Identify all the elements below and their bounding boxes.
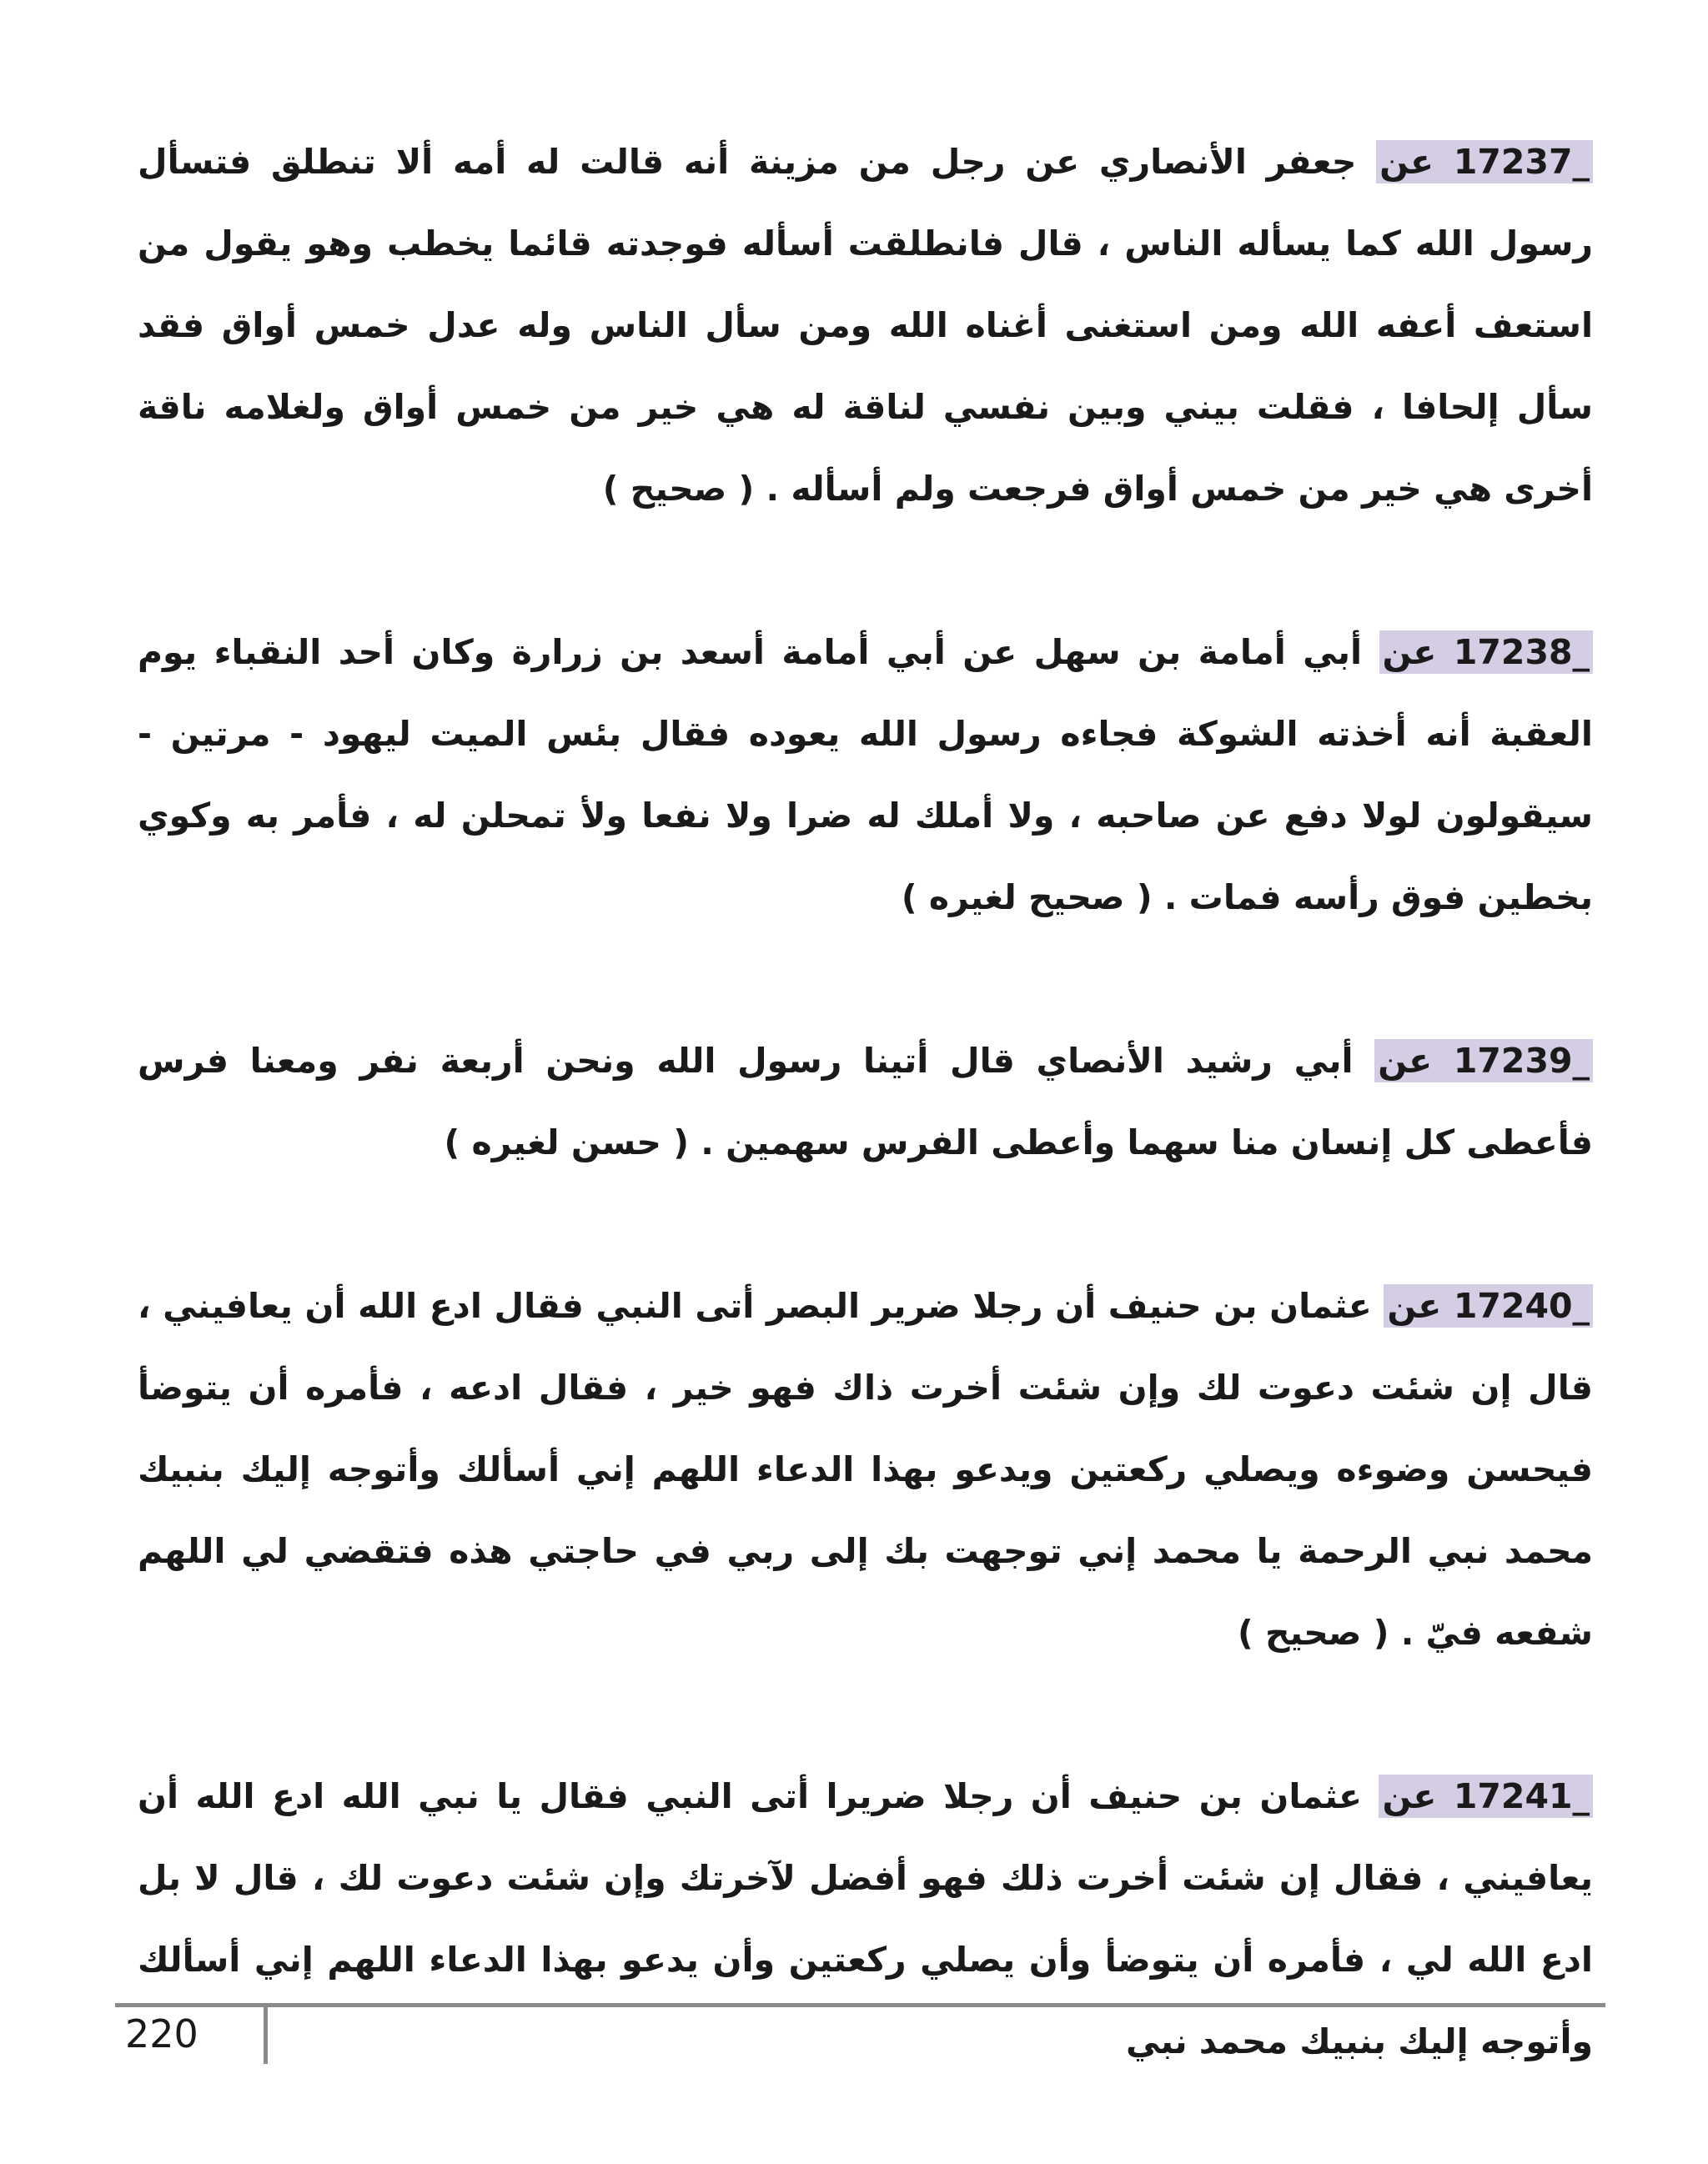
hadith-entry [138,1755,1593,2082]
hadith-heading [1374,1039,1593,1082]
hadith-entry [138,121,1593,530]
hadith-number: 17241_ [1453,1776,1590,1816]
hadith-number: 17239_ [1453,1041,1590,1081]
hadith-text: عثمان بن حنيف أن رجلا ضريرا أتى النبي فقال يا نبي الله ادع الله أن يعافيني ، فقال إن شئت أخرت ذلك فهو أفضل لآخرتك وإن شئت دعوت لك ، قال لا بل ادع الله لي ، فأمره أن يتوضأ وأن يصلي ركعتين وأن يدعو بهذا الدعاء اللهم إني أسألك وأتوجه إليك بنبيك محمد نبي [138,1776,1593,2061]
hadith-entry [138,1265,1593,1674]
hadith-entry [138,611,1593,938]
hadith-text: عثمان بن حنيف أن رجلا ضرير البصر أتى النبي فقال ادع الله أن يعافيني ، قال إن شئت دعوت لك وإن شئت أخرت ذاك فهو خير ، فقال ادعه ، فأمره أن يتوضأ فيحسن وضوءه ويصلي ركعتين ويدعو بهذا الدعاء اللهم إني أسألك وأتوجه إليك بنبيك محمد نبي الرحمة يا محمد إني توجهت بك إلى ربي في حاجتي هذه فتقضي لي اللهم شفعه فيّ . ( صحيح ) [138,1286,1593,1653]
hadith-prefix: عن [1387,1286,1442,1326]
hadith-heading [1376,140,1593,183]
page-number: 220 [125,2011,198,2056]
hadith-prefix: عن [1378,1041,1433,1081]
hadith-prefix: عن [1382,632,1437,672]
hadith-heading [1379,1775,1593,1818]
hadith-text: أبي أمامة بن سهل عن أبي أمامة أسعد بن زرارة وكان أحد النقباء يوم العقبة أنه أخذته الشوكة فجاءه رسول الله يعوده فقال بئس الميت ليهود - مرتين - سيقولون لولا دفع عن صاحبه ، ولا أملك له ضرا ولا نفعا ولأ تمحلن له ، فأمر به وكوي بخطين فوق رأسه فمات . ( صحيح لغيره ) [138,632,1593,917]
hadith-heading [1384,1284,1593,1328]
hadith-number: 17237_ [1453,142,1590,182]
hadith-prefix: عن [1382,1776,1437,1816]
hadith-heading [1379,630,1593,674]
hadith-number: 17238_ [1453,632,1590,672]
hadith-entry [138,1020,1593,1183]
hadith-text: جعفر الأنصاري عن رجل من مزينة أنه قالت له أمه ألا تنطلق فتسأل رسول الله كما يسأله الناس ، قال فانطلقت أسأله فوجدته قائما يخطب وهو يقول من استعف أعفه الله ومن استغنى أغناه الله ومن سأل الناس وله عدل خمس أواق فقد سأل إلحافا ، فقلت بيني وبين نفسي لناقة له هي خير من خمس أواق ولغلامه ناقة أخرى هي خير من خمس أواق فرجعت ولم أسأله . ( صحيح ) [138,142,1593,509]
hadith-number: 17240_ [1453,1286,1590,1326]
footer-divider [264,2007,268,2064]
page-body [138,121,1593,2164]
footer-rule [115,2003,1605,2007]
hadith-prefix: عن [1379,142,1434,182]
hadith-text: أبي رشيد الأنصاي قال أتينا رسول الله ونحن أربعة نفر ومعنا فرس فأعطى كل إنسان منا سهما وأعطى الفرس سهمين . ( حسن لغيره ) [138,1041,1593,1162]
